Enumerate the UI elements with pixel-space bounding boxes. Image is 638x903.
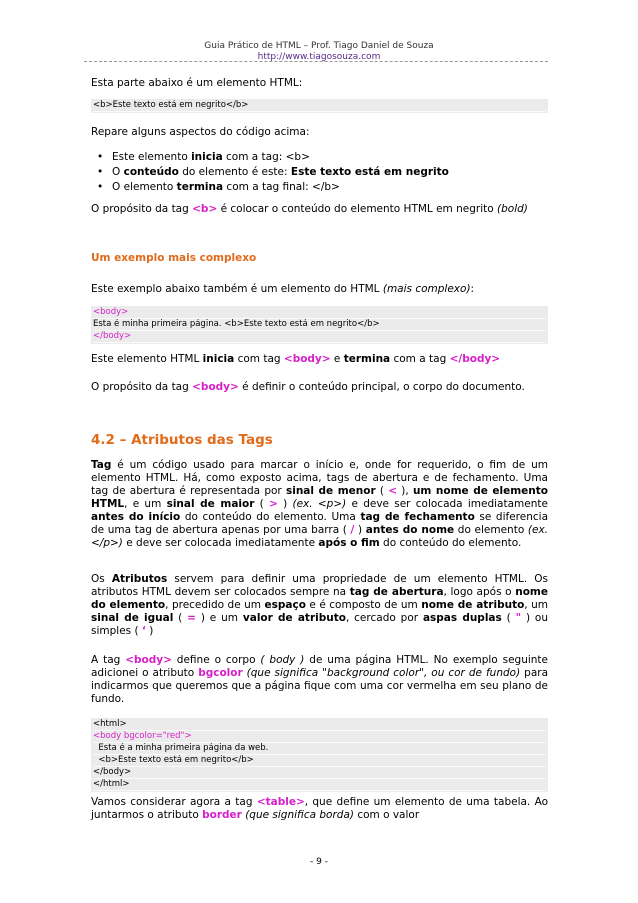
code-block-1 bbox=[91, 99, 548, 113]
code-block-2 bbox=[91, 306, 548, 344]
complex-example-paragraph: Este exemplo abaixo também é um elemento do HTML (mais complexo): bbox=[91, 283, 475, 295]
code-line: </html> bbox=[93, 779, 546, 791]
page-header-title: Guia Prático de HTML – Prof. Tiago Daniel de Souza bbox=[204, 41, 434, 51]
code-block-3 bbox=[91, 718, 548, 792]
code-line: </body> bbox=[93, 767, 546, 779]
subheading-complex-example: Um exemplo mais complexo bbox=[91, 252, 257, 264]
code-line: <b>Este texto está em negrito</b> bbox=[93, 100, 546, 112]
intro-paragraph: Esta parte abaixo é um elemento HTML: bbox=[91, 77, 303, 89]
aspects-paragraph: Repare alguns aspectos do código acima: bbox=[91, 126, 310, 138]
header-divider bbox=[84, 61, 548, 62]
list-item: • Este elemento inicia com a tag: <b> bbox=[112, 151, 310, 164]
code-line: Esta é minha primeira página. <b>Este texto está em negrito</b> bbox=[93, 319, 546, 331]
bgcolor-paragraph: A tag <body> define o corpo ( body ) de uma página HTML. No exemplo seguinte adicionei o atributo bgcolor (que significa "background color", ou cor de fundo) para indicarmos que queremos que a página fique com uma cor vermelha em seu plano de fundo. bbox=[91, 654, 549, 705]
code-line: <b>Este texto está em negrito</b> bbox=[93, 755, 546, 767]
list-item: • O conteúdo do elemento é este: Este texto está em negrito bbox=[112, 166, 449, 179]
code-line: <html> bbox=[93, 719, 546, 731]
code-line: <body> bbox=[93, 307, 546, 319]
list-item: • O elemento termina com a tag final: </b> bbox=[112, 181, 340, 194]
tag-definition-paragraph: Tag é um código usado para marcar o início e, onde for requerido, o fim de um elemento HTML. Há, como exposto acima, tags de abertura e de fechamento. Uma tag de abertura é representada por sinal de menor ( < ), um nome de elemento HTML, e um sinal de maior ( > ) (ex. <p>) e deve ser colocada imediatamente antes do início do conteúdo do elemento. Uma tag de fechamento se diferencia de uma tag de abertura apenas por uma barra ( / ) antes do nome do elemento (ex. </p>) e deve ser colocada imediatamente após o fim do conteúdo do elemento. bbox=[91, 459, 548, 549]
purpose-b-paragraph: O propósito da tag <b> é colocar o conteúdo do elemento HTML em negrito (bold) bbox=[91, 203, 528, 215]
page-header-url[interactable]: http://www.tiagosouza.com bbox=[257, 52, 381, 62]
section-heading: 4.2 – Atributos das Tags bbox=[91, 432, 273, 448]
page-number: - 9 - bbox=[310, 857, 328, 867]
purpose-body-paragraph: O propósito da tag <body> é definir o conteúdo principal, o corpo do documento. bbox=[91, 381, 525, 393]
code-line: Esta é a minha primeira página da web. bbox=[93, 743, 546, 755]
attributes-paragraph: Os Atributos servem para definir uma propriedade de um elemento HTML. Os atributos HTML devem ser colocados sempre na tag de abertura, logo após o nome do elemento, precedido de um espaço e é composto de um nome de atributo, um sinal de igual ( = ) e um valor de atributo, cercado por aspas duplas ( " ) ou simples ( ‘ ) bbox=[91, 573, 549, 637]
code-line: <body bgcolor="red"> bbox=[93, 731, 546, 743]
code-line: </body> bbox=[93, 331, 546, 343]
body-element-paragraph: Este elemento HTML inicia com tag <body> e termina com a tag </body> bbox=[91, 353, 501, 365]
table-paragraph: Vamos considerar agora a tag <table>, que define um elemento de uma tabela. Ao juntarmos o atributo border (que significa borda) com o valor bbox=[91, 796, 548, 821]
